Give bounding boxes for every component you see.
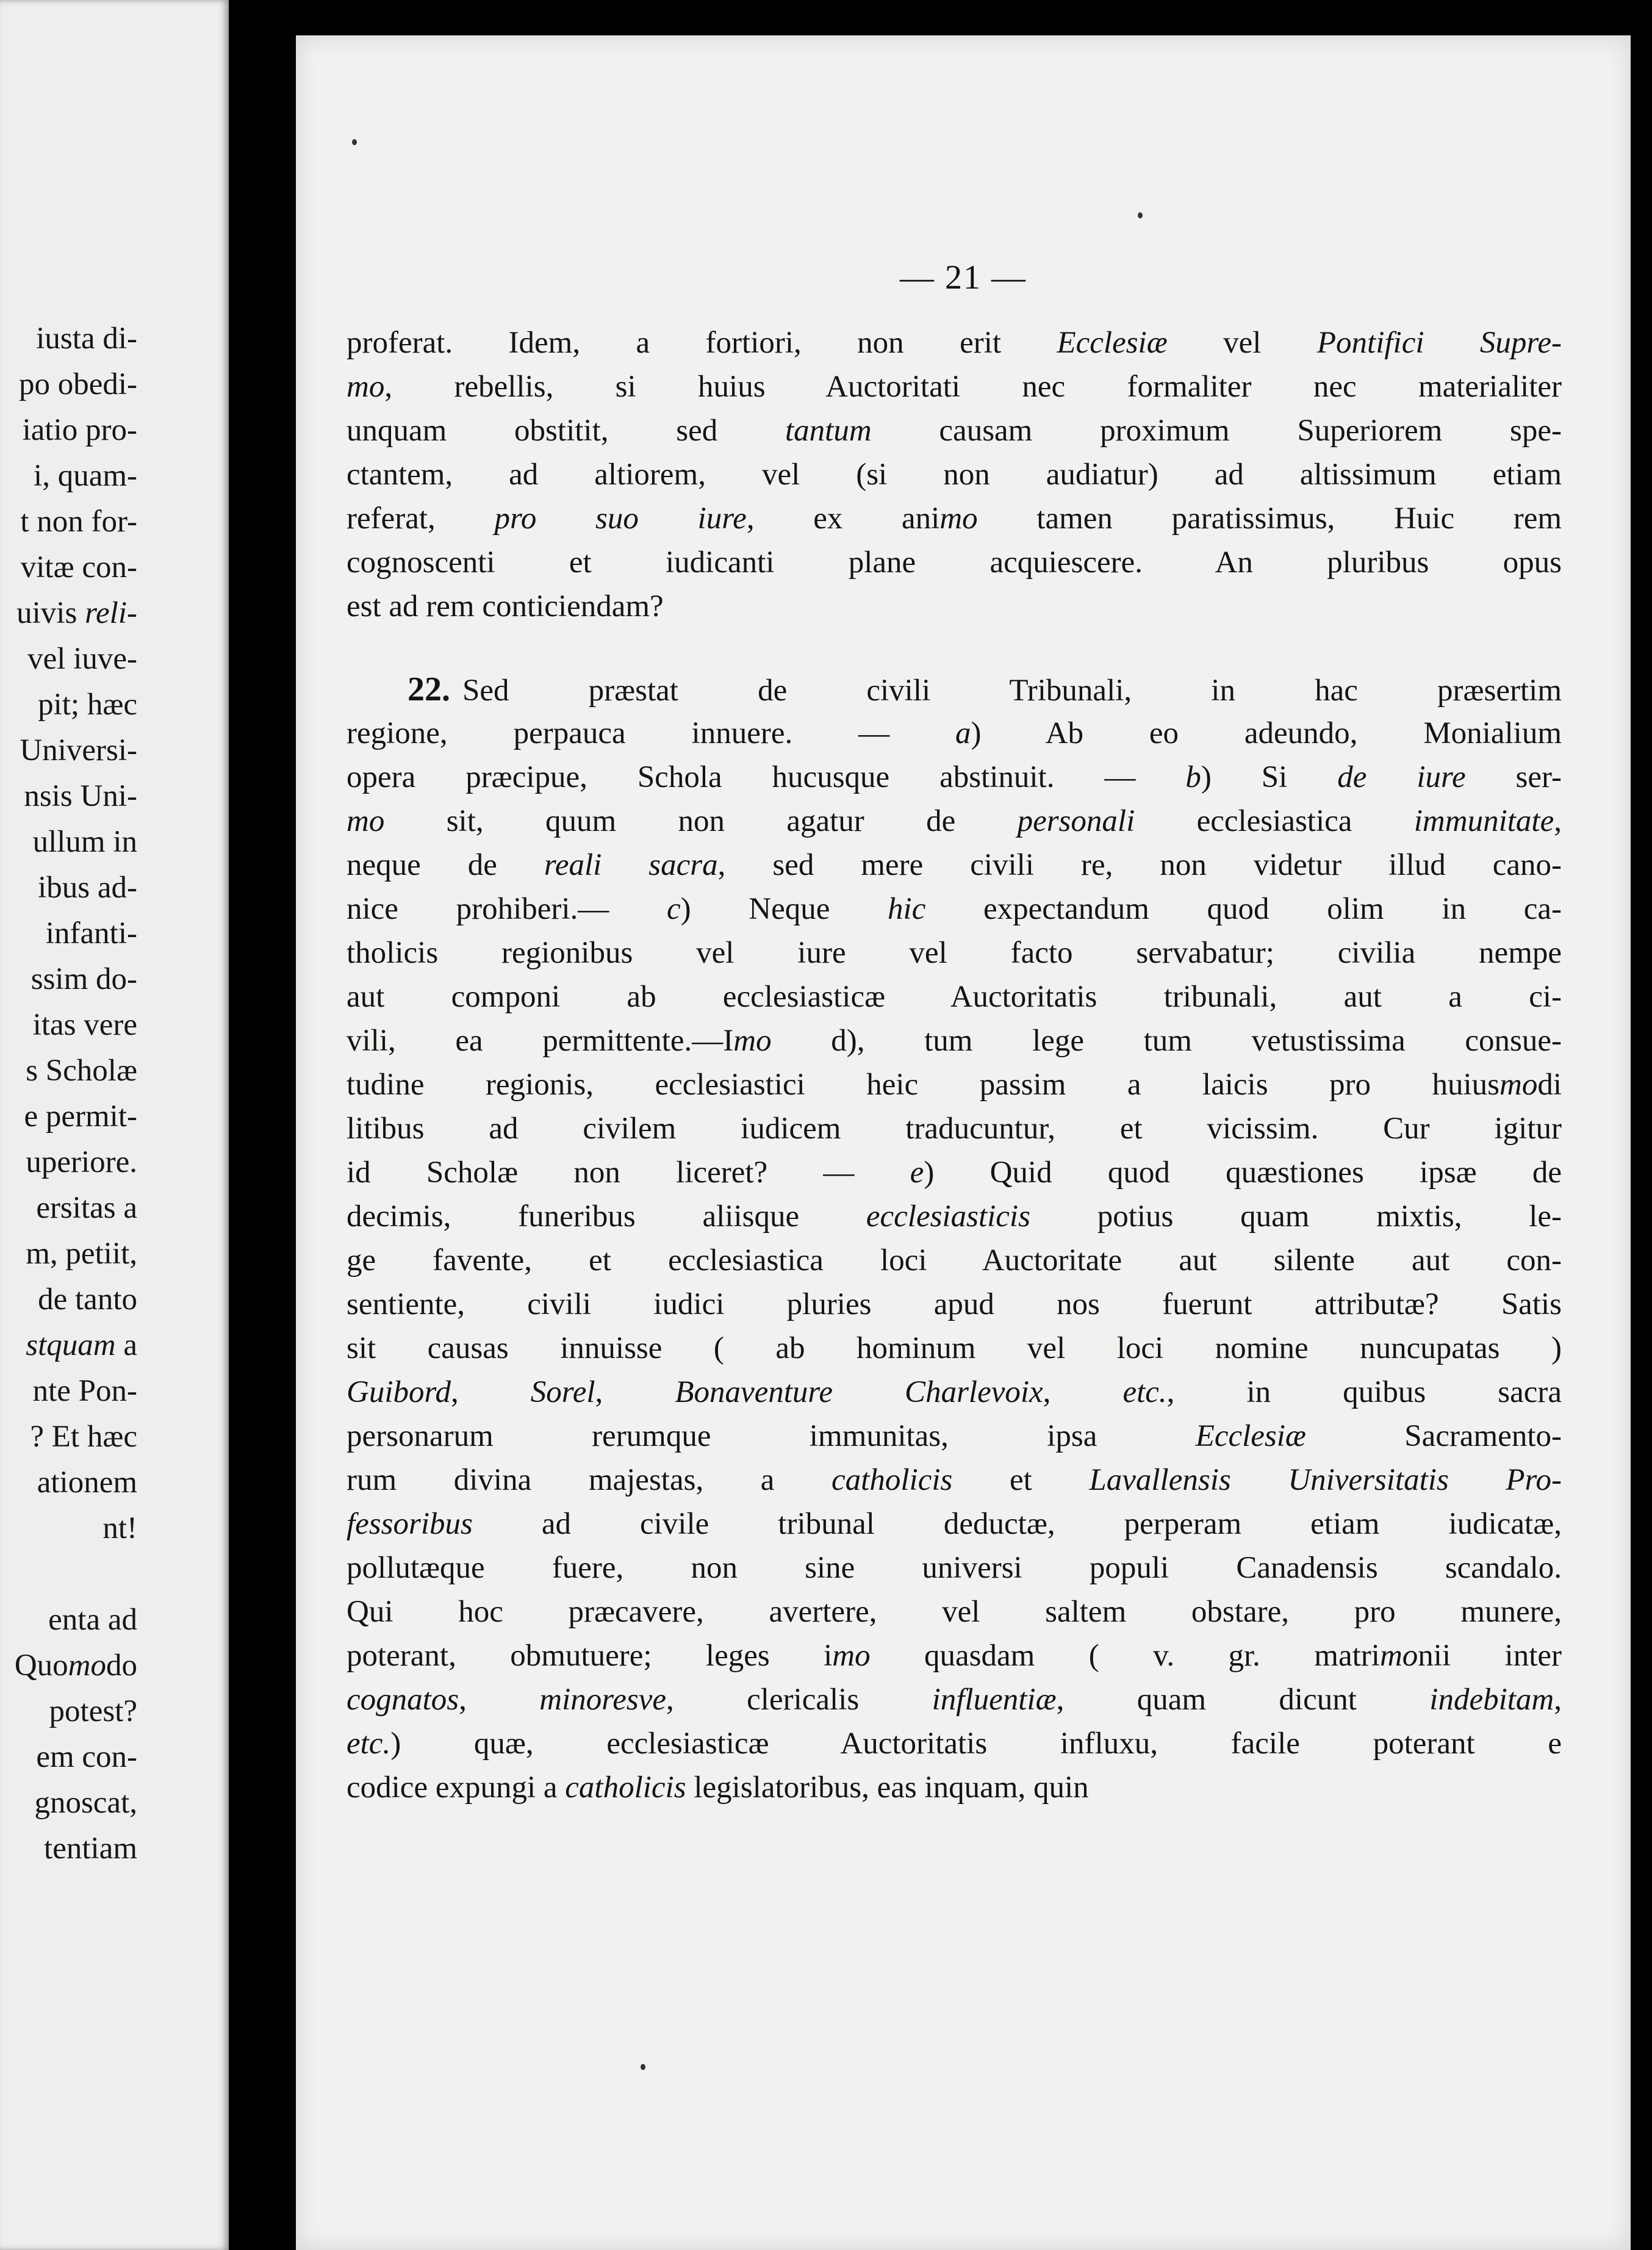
- text-line: etc.) quæ, ecclesiasticæ Auctoritatis influxu, facile poterant e: [347, 1727, 1562, 1761]
- text-line: tudine regionis, ecclesiastici heic passim a laicis pro huiusmodi: [347, 1068, 1562, 1102]
- text-line: mo, rebellis, si huius Auctoritati nec formaliter nec materialiter: [347, 370, 1562, 404]
- text-line: ctantem, ad altiorem, vel (si non audiatur) ad altissimum etiam: [347, 458, 1562, 492]
- previous-page-line: [0, 1551, 137, 1597]
- previous-page-line: em con-: [36, 1740, 137, 1774]
- text-line: poterant, obmutuere; leges imo quasdam ( v. gr. matrimonii inter: [347, 1639, 1562, 1673]
- text-line: fessoribus ad civile tribunal deductæ, perperam etiam iudicatæ,: [347, 1507, 1562, 1541]
- previous-page-line: stquam a: [26, 1328, 137, 1362]
- previous-page-line: ationem: [37, 1465, 137, 1500]
- previous-page-line: nsis Uni-: [24, 779, 137, 813]
- previous-page-line: ersitas a: [36, 1191, 137, 1225]
- text-line: sentiente, civili iudici pluries apud nos fuerunt attributæ? Satis: [347, 1287, 1562, 1321]
- text-line: sit causas innuisse ( ab hominum vel loci nomine nuncupatas ): [347, 1331, 1562, 1365]
- text-line: personarum rerumque immunitas, ipsa Ecclesiæ Sacramento-: [347, 1419, 1562, 1453]
- previous-page-line: ibus ad-: [38, 871, 137, 905]
- paragraph-22: [347, 667, 1562, 1810]
- text-line: regione, perpauca innuere. — a) Ab eo adeundo, Monialium: [347, 716, 1562, 750]
- text-line: 22. Sed præstat de civili Tribunali, in hac præsertim: [408, 670, 1562, 708]
- text-line: rum divina majestas, a catholicis et Lavallensis Universitatis Pro-: [347, 1463, 1562, 1497]
- previous-page-line: nte Pon-: [32, 1374, 137, 1408]
- text-line: codice expungi a catholicis legislatoribus, eas inquam, quin: [347, 1770, 1089, 1805]
- previous-page-line: enta ad: [48, 1603, 137, 1637]
- previous-page-line: Quomodo: [14, 1648, 137, 1683]
- text-line: ge favente, et ecclesiastica loci Auctoritate aut silente aut con-: [347, 1243, 1562, 1278]
- previous-page-line: t non for-: [20, 505, 137, 539]
- print-speck: [1138, 212, 1143, 218]
- previous-page-line: po obedi-: [18, 367, 137, 401]
- previous-page: [0, 0, 229, 2250]
- text-line: Qui hoc præcavere, avertere, vel saltem obstare, pro munere,: [347, 1595, 1562, 1629]
- body-text: [347, 321, 1562, 1810]
- text-line: cognatos, minoresve, clericalis influentiæ, quam dicunt indebitam,: [347, 1683, 1562, 1717]
- text-line: opera præcipue, Schola hucusque abstinuit. — b) Si de iure ser-: [347, 760, 1562, 794]
- previous-page-line: i, quam-: [34, 459, 137, 493]
- previous-page-line: uperiore.: [26, 1145, 137, 1179]
- print-speck: [352, 139, 357, 145]
- previous-page-line: ullum in: [32, 825, 137, 859]
- previous-page-line: potest?: [49, 1694, 137, 1728]
- previous-page-line: s Scholæ: [26, 1054, 137, 1088]
- previous-page-line: vitæ con-: [20, 550, 137, 584]
- text-line: Guibord, Sorel, Bonaventure Charlevoix, etc., in quibus sacra: [347, 1375, 1562, 1409]
- previous-page-line: e permit-: [24, 1099, 137, 1134]
- text-line: proferat. Idem, a fortiori, non erit Ecclesiæ vel Pontifici Supre-: [347, 326, 1562, 360]
- previous-page-line: iatio pro-: [22, 413, 137, 447]
- previous-page-line: itas vere: [32, 1008, 137, 1042]
- print-speck: [641, 2064, 645, 2070]
- current-page: [296, 35, 1631, 2250]
- previous-page-line: gnoscat,: [34, 1786, 137, 1820]
- text-line: cognoscenti et iudicanti plane acquiescere. An pluribus opus: [347, 545, 1562, 580]
- text-line: referat, pro suo iure, ex animo tamen paratissimus, Huic rem: [347, 501, 1562, 536]
- previous-page-line: Universi-: [20, 733, 137, 767]
- previous-page-line: nt!: [102, 1511, 137, 1545]
- text-line: aut componi ab ecclesiasticæ Auctoritatis tribunali, aut a ci-: [347, 980, 1562, 1014]
- text-line: decimis, funeribus aliisque ecclesiasticis potius quam mixtis, le-: [347, 1199, 1562, 1234]
- text-line: neque de reali sacra, sed mere civili re, non videtur illud cano-: [347, 848, 1562, 882]
- text-line: unquam obstitit, sed tantum causam proximum Superiorem spe-: [347, 414, 1562, 448]
- previous-page-line: m, petiit,: [26, 1237, 137, 1271]
- previous-page-line: infanti-: [45, 916, 137, 951]
- previous-page-line: pit; hæc: [38, 688, 137, 722]
- text-line: vili, ea permittente.—Imo d), tum lege tum vetustissima consue-: [347, 1024, 1562, 1058]
- text-line: litibus ad civilem iudicem traducuntur, et vicissim. Cur igitur: [347, 1112, 1562, 1146]
- previous-page-line: iusta di-: [36, 322, 137, 356]
- previous-page-line: vel iuve-: [27, 642, 137, 676]
- text-line: mo sit, quum non agatur de personali ecclesiastica immunitate,: [347, 804, 1562, 838]
- text-line: pollutæque fuere, non sine universi populi Canadensis scandalo.: [347, 1551, 1562, 1585]
- previous-page-line: de tanto: [38, 1282, 137, 1317]
- previous-page-text: [0, 316, 137, 1872]
- page-number: — 21 —: [900, 259, 1027, 297]
- paragraph-number: 22.: [408, 670, 450, 708]
- previous-page-line: ? Et hæc: [30, 1420, 137, 1454]
- previous-page-line: tentiam: [44, 1831, 137, 1866]
- text-line: nice prohiberi.— c) Neque hic expectandum quod olim in ca-: [347, 892, 1562, 926]
- text-line: tholicis regionibus vel iure vel facto servabatur; civilia nempe: [347, 936, 1562, 970]
- previous-page-line: uivis reli-: [16, 596, 137, 630]
- previous-page-line: ssim do-: [31, 962, 137, 996]
- text-line: est ad rem conticiendam?: [347, 589, 664, 624]
- text-line: id Scholæ non liceret? — e) Quid quod quæstiones ipsæ de: [347, 1156, 1562, 1190]
- paragraph-1: [347, 321, 1562, 628]
